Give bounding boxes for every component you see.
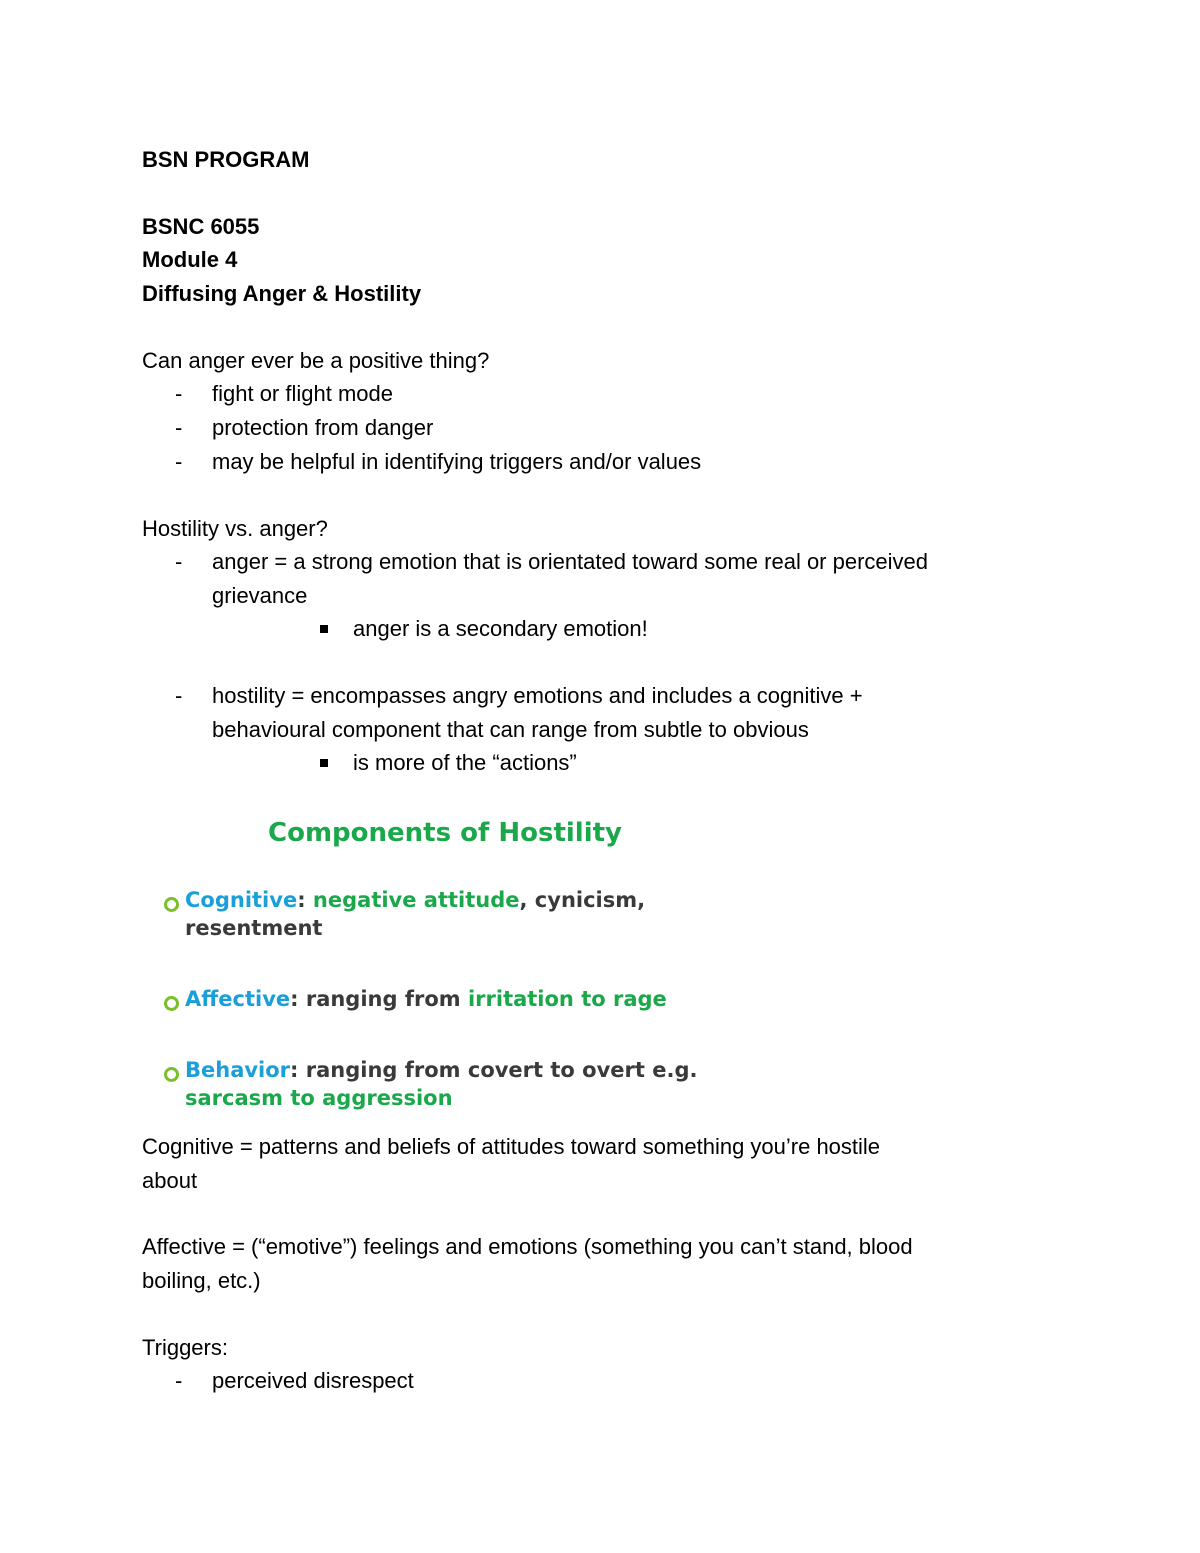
slide-cognitive-line2: resentment [185,916,323,940]
module-label: Module 4 [142,247,238,272]
slide-behavior-label: Behavior [185,1058,291,1082]
slide-affective-line [185,987,667,1011]
affective-definition: Affective = (“emotive”) feelings and emotions (something you can’t stand, blood [142,1234,913,1259]
circle-bullet-icon [164,897,179,912]
slide-affective-rest: : ranging from [290,987,468,1011]
dash-marker: - [175,683,183,708]
topic-title: Diffusing Anger & Hostility [142,281,422,306]
square-bullet-icon [320,625,328,633]
embedded-slide-image [140,800,700,1120]
slide-behavior-line [185,1058,697,1082]
trigger-item: perceived disrespect [212,1368,414,1393]
anger-definition: anger = a strong emotion that is orientated toward some real or perceived [212,549,929,574]
list-item: fight or flight mode [212,381,393,406]
course-code: BSNC 6055 [142,214,260,239]
hostility-definition-cont: behavioural component that can range from subtle to obvious [212,717,809,742]
square-bullet-icon [320,759,328,767]
slide-cognitive-colon: : [297,888,306,912]
slide-affective-label: Affective [185,987,291,1011]
anger-subpoint: anger is a secondary emotion! [353,616,648,641]
list-item: protection from danger [212,415,434,440]
circle-bullet-icon [164,1067,179,1082]
slide-cognitive-rest: , cynicism, [519,888,646,912]
hostility-question: Hostility vs. anger? [142,516,328,541]
anger-definition-cont: grievance [212,583,308,608]
dash-marker: - [175,415,183,440]
slide-cognitive-highlight: negative attitude [312,888,520,912]
slide-behavior-line2: sarcasm to aggression [185,1086,453,1110]
cognitive-definition-cont: about [142,1168,198,1193]
slide-affective-highlight: irritation to rage [467,987,667,1011]
slide-title: Components of Hostility [268,818,622,848]
slide-cognitive-label: Cognitive [185,888,298,912]
cognitive-definition: Cognitive = patterns and beliefs of attitudes toward something you’re hostile [142,1134,881,1159]
dash-marker: - [175,1368,183,1393]
triggers-heading: Triggers: [142,1335,228,1360]
list-item: may be helpful in identifying triggers and/or values [212,449,702,474]
hostility-subpoint: is more of the “actions” [353,750,577,775]
circle-bullet-icon [164,996,179,1011]
slide-cognitive-line [185,888,645,912]
affective-definition-cont: boiling, etc.) [142,1268,261,1293]
dash-marker: - [175,449,183,474]
program-heading: BSN PROGRAM [142,147,310,172]
positive-question: Can anger ever be a positive thing? [142,348,490,373]
dash-marker: - [175,381,183,406]
hostility-definition: hostility = encompasses angry emotions and includes a cognitive + [212,683,863,708]
slide-behavior-rest: : ranging from covert to overt e.g. [290,1058,698,1082]
dash-marker: - [175,549,183,574]
